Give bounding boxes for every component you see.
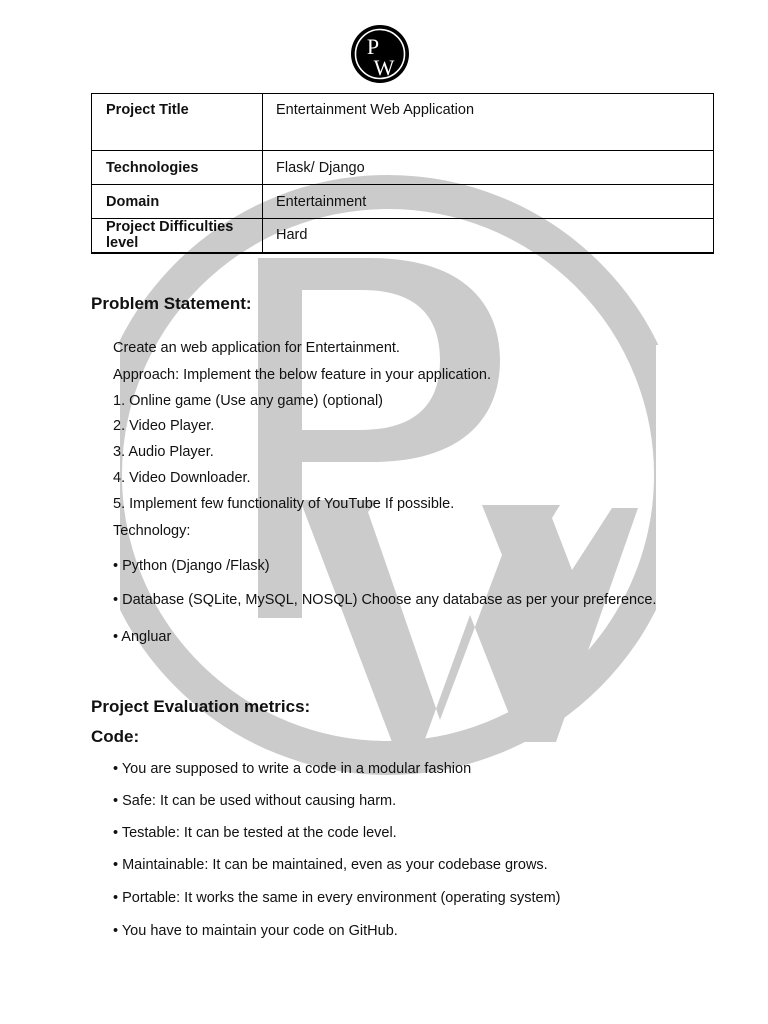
approach-text: Approach: Implement the below feature in your application. <box>113 367 492 383</box>
project-title-label: Project Title <box>92 94 263 151</box>
evaluation-item: • You are supposed to write a code in a modular fashion <box>113 761 472 777</box>
feature-item: 4. Video Downloader. <box>113 470 251 486</box>
evaluation-item: • Maintainable: It can be maintained, even as your codebase grows. <box>113 857 548 873</box>
technologies-label: Technologies <box>92 151 263 185</box>
technology-label: Technology: <box>113 523 191 539</box>
table-row <box>92 219 714 253</box>
technology-item: • Angluar <box>113 629 172 645</box>
feature-item: 2. Video Player. <box>113 418 215 434</box>
technology-item: • Python (Django /Flask) <box>113 558 270 574</box>
evaluation-item: • Portable: It works the same in every environment (operating system) <box>113 890 561 906</box>
table-row <box>92 94 714 151</box>
logo-letter-p: P <box>366 34 380 59</box>
technologies-value: Flask/ Django <box>263 151 714 185</box>
table-row <box>92 151 714 185</box>
project-title-value: Entertainment Web Application <box>263 94 714 151</box>
technology-item: • Database (SQLite, MySQL, NOSQL) Choose any database as per your preference. <box>113 592 657 608</box>
code-heading: Code: <box>91 727 140 746</box>
feature-item: 5. Implement few functionality of YouTube If possible. <box>113 496 455 512</box>
evaluation-item: • Testable: It can be tested at the code level. <box>113 825 397 841</box>
logo-letter-w: W <box>373 55 395 80</box>
evaluation-item: • Safe: It can be used without causing harm. <box>113 793 397 809</box>
difficulty-label: Project Difficulties level <box>92 219 263 253</box>
project-info-table <box>91 93 714 254</box>
table-row <box>92 185 714 219</box>
domain-label: Domain <box>92 185 263 219</box>
problem-statement-heading: Problem Statement: <box>91 294 252 313</box>
feature-item: 3. Audio Player. <box>113 444 214 460</box>
feature-item: 1. Online game (Use any game) (optional) <box>113 393 383 409</box>
domain-value: Entertainment <box>263 185 714 219</box>
evaluation-heading: Project Evaluation metrics: <box>91 697 311 716</box>
intro-text: Create an web application for Entertainment. <box>113 340 400 356</box>
pw-logo <box>350 23 410 85</box>
difficulty-value: Hard <box>263 219 714 253</box>
evaluation-item: • You have to maintain your code on GitHub. <box>113 923 398 939</box>
